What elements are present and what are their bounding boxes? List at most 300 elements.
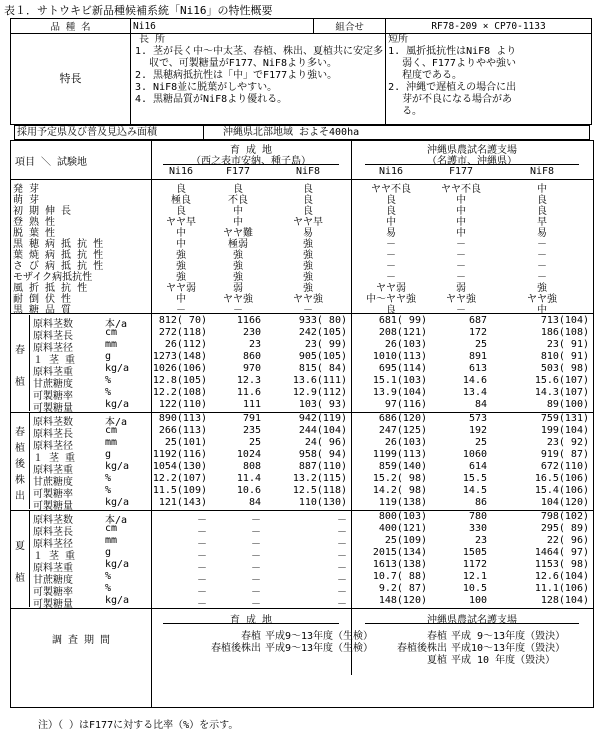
measure-unit: 本/a bbox=[105, 417, 128, 428]
measure-value: 103( 93) bbox=[298, 399, 347, 410]
trait-value: 良 bbox=[537, 195, 547, 206]
measure-value: － bbox=[337, 563, 347, 574]
measure-value: 266(113) bbox=[158, 425, 207, 436]
trait-value: 中 bbox=[176, 294, 186, 305]
measure-value: 890(113) bbox=[158, 413, 207, 424]
survey-crop: 夏植 bbox=[427, 655, 447, 666]
variety-header-table bbox=[10, 18, 592, 125]
measure-value: 1505 bbox=[462, 547, 487, 558]
measure-value: 10.5 bbox=[462, 583, 487, 594]
trait-value: － bbox=[233, 305, 243, 316]
trait-value: ヤヤ強 bbox=[293, 294, 323, 305]
trait-value: 極良 bbox=[171, 195, 191, 206]
trait-label: 風 折 抵 抗 性 bbox=[13, 283, 88, 294]
site1-subheader: （西之表市安納、種子島） bbox=[191, 156, 311, 167]
measure-label: 甘蔗糖度 bbox=[33, 575, 73, 586]
variety-name-label: 品 種 名 bbox=[11, 19, 131, 34]
measure-value: 24( 96) bbox=[304, 437, 347, 448]
measure-value: 11.5(109) bbox=[152, 485, 207, 496]
measure-value: － bbox=[197, 575, 207, 586]
group-name-char: 春 bbox=[15, 427, 25, 438]
measure-value: 887(110) bbox=[298, 461, 347, 472]
measure-value: 26(112) bbox=[164, 339, 207, 350]
cross-label: 組合せ bbox=[314, 19, 386, 34]
trait-value: 中 bbox=[456, 206, 466, 217]
demerit-line: 程度である。 bbox=[402, 70, 463, 81]
measure-value: － bbox=[197, 563, 207, 574]
measure-value: 23( 91) bbox=[546, 339, 589, 350]
measure-value: 208(121) bbox=[378, 327, 427, 338]
measure-value: － bbox=[337, 527, 347, 538]
measure-value: 23( 92) bbox=[546, 437, 589, 448]
measure-value: 780 bbox=[468, 511, 487, 522]
measure-value: － bbox=[197, 539, 207, 550]
trait-value: 良 bbox=[386, 195, 396, 206]
measure-value: 89(100) bbox=[546, 399, 589, 410]
trait-value: ヤヤ強 bbox=[446, 294, 476, 305]
measure-unit: cm bbox=[105, 523, 118, 534]
trait-value: ヤヤ難 bbox=[223, 228, 253, 239]
demerit-line: 2. 沖縄で遅植えの場合に出 bbox=[388, 82, 517, 93]
trait-value: － bbox=[386, 261, 396, 272]
measure-label: 可製糖率 bbox=[33, 391, 73, 402]
trait-value: 強 bbox=[537, 283, 547, 294]
measure-value: － bbox=[251, 599, 261, 610]
measure-value: 859(140) bbox=[378, 461, 427, 472]
group-name-char: 後 bbox=[15, 459, 25, 470]
cross-value: RF78-209 × CP70-1133 bbox=[386, 19, 592, 34]
survey-period: 平成9～13年度（生検） bbox=[265, 643, 374, 654]
group-divider bbox=[29, 511, 30, 607]
survey-crop: 春植 bbox=[241, 631, 261, 642]
measure-value: 905(105) bbox=[298, 351, 347, 362]
measure-value: － bbox=[337, 575, 347, 586]
group-name-char: 春 bbox=[15, 345, 25, 356]
measure-value: 686(120) bbox=[378, 413, 427, 424]
measure-value: 12.2(107) bbox=[152, 473, 207, 484]
group-bottom-rule bbox=[11, 608, 593, 609]
measure-value: 104(120) bbox=[540, 497, 589, 508]
trait-value: 不良 bbox=[228, 195, 248, 206]
measure-value: 244(104) bbox=[298, 425, 347, 436]
site1-underline bbox=[163, 164, 339, 165]
measure-value: 13.6(111) bbox=[292, 375, 347, 386]
survey-period: 平成10～13年度（毀決） bbox=[451, 643, 566, 654]
trait-label: 耐 倒 伏 性 bbox=[13, 294, 72, 305]
demerits-cell bbox=[386, 34, 592, 125]
measure-label: 原料茎長 bbox=[33, 527, 73, 538]
measure-label: 可製糖量 bbox=[33, 403, 73, 414]
characteristics-table bbox=[10, 140, 594, 708]
measure-value: 1010(113) bbox=[372, 351, 427, 362]
measure-value: 13.9(104) bbox=[372, 387, 427, 398]
measure-label: 原料茎重 bbox=[33, 563, 73, 574]
trait-value: 易 bbox=[303, 228, 313, 239]
measure-label: １ 茎 重 bbox=[33, 453, 76, 464]
measure-value: 25 bbox=[248, 437, 261, 448]
measure-label: 原料茎径 bbox=[33, 539, 73, 550]
trait-value: － bbox=[537, 239, 547, 250]
measure-value: 15.6(107) bbox=[534, 375, 589, 386]
measure-value: － bbox=[337, 599, 347, 610]
trait-value: 良 bbox=[386, 305, 396, 316]
measure-value: 613 bbox=[468, 363, 487, 374]
measure-value: 970 bbox=[242, 363, 261, 374]
measure-value: 759(131) bbox=[540, 413, 589, 424]
measure-value: 1024 bbox=[236, 449, 261, 460]
measure-value: 235 bbox=[242, 425, 261, 436]
measure-value: 1199(113) bbox=[372, 449, 427, 460]
trait-value: 強 bbox=[303, 272, 313, 283]
column-header-item: 項目 ＼ 試験地 bbox=[15, 157, 88, 168]
measure-label: １ 茎 重 bbox=[33, 355, 76, 366]
measure-value: 687 bbox=[468, 315, 487, 326]
table-title: 表１．サトウキビ新品種候補系統「Ni16」の特性概要 bbox=[4, 4, 273, 17]
measure-value: 11.6 bbox=[236, 387, 261, 398]
measure-value: 810( 91) bbox=[540, 351, 589, 362]
measure-value: 503( 98) bbox=[540, 363, 589, 374]
measure-unit: 本/a bbox=[105, 515, 128, 526]
site2-header: 沖縄県農試名護支場 bbox=[427, 145, 517, 156]
measure-value: 12.8(105) bbox=[152, 375, 207, 386]
measure-value: 110(130) bbox=[298, 497, 347, 508]
measure-value: 1026(106) bbox=[152, 363, 207, 374]
measure-value: 791 bbox=[242, 413, 261, 424]
trait-value: － bbox=[537, 272, 547, 283]
adoption-area-row bbox=[14, 125, 590, 140]
measure-value: 2015(134) bbox=[372, 547, 427, 558]
measure-value: － bbox=[337, 551, 347, 562]
merits-cell bbox=[131, 34, 386, 125]
trait-value: － bbox=[303, 305, 313, 316]
measure-value: 672(110) bbox=[540, 461, 589, 472]
measure-value: 9.2( 87) bbox=[378, 583, 427, 594]
measure-value: － bbox=[337, 539, 347, 550]
survey-site1-underline bbox=[163, 623, 339, 624]
measure-value: 199(104) bbox=[540, 425, 589, 436]
trait-value: 中 bbox=[537, 184, 547, 195]
measure-value: 247(125) bbox=[378, 425, 427, 436]
header-divider bbox=[151, 141, 152, 179]
trait-value: － bbox=[386, 239, 396, 250]
measure-value: 1153( 98) bbox=[534, 559, 589, 570]
trait-value: － bbox=[386, 272, 396, 283]
trait-value: ヤヤ不良 bbox=[371, 184, 411, 195]
measure-label: 原料茎長 bbox=[33, 331, 73, 342]
features-label: 特長 bbox=[11, 34, 131, 125]
trait-value: 強 bbox=[233, 261, 243, 272]
footnote: 注）（ ）はF177に対する比率（%）を示す。 bbox=[38, 720, 239, 731]
merit-line: 3. NiF8並に脱葉がしやすい。 bbox=[135, 82, 278, 93]
trait-label: 初 期 伸 長 bbox=[13, 206, 72, 217]
measure-unit: 本/a bbox=[105, 319, 128, 330]
measure-value: － bbox=[197, 551, 207, 562]
measure-value: 919( 87) bbox=[540, 449, 589, 460]
measure-value: 1060 bbox=[462, 449, 487, 460]
survey-crop: 春植後株出 bbox=[211, 643, 261, 654]
measure-value: 148(120) bbox=[378, 595, 427, 606]
measure-unit: cm bbox=[105, 425, 118, 436]
survey-period: 平成 9～13年度（毀決） bbox=[451, 631, 566, 642]
site1-header: 育 成 地 bbox=[229, 145, 273, 156]
group-name-char: 株 bbox=[15, 475, 25, 486]
measure-value: 12.6(104) bbox=[534, 571, 589, 582]
measure-unit: g bbox=[105, 351, 112, 362]
trait-value: ヤヤ弱 bbox=[166, 283, 196, 294]
measure-value: 172 bbox=[468, 327, 487, 338]
measure-value: 25 bbox=[474, 339, 487, 350]
variety-header: Ni16 bbox=[168, 166, 194, 177]
trait-value: 中～ヤヤ強 bbox=[366, 294, 416, 305]
trait-label: 萌 芽 bbox=[13, 195, 40, 206]
measure-value: 10.6 bbox=[236, 485, 261, 496]
measure-value: 86 bbox=[474, 497, 487, 508]
variety-header: NiF8 bbox=[529, 166, 555, 177]
measure-value: － bbox=[337, 515, 347, 526]
variety-header: F177 bbox=[448, 166, 474, 177]
measure-unit: kg/a bbox=[105, 363, 130, 374]
measure-value: 942(119) bbox=[298, 413, 347, 424]
adoption-area-divider bbox=[203, 125, 204, 139]
measure-value: 186(108) bbox=[540, 327, 589, 338]
measure-value: 812( 70) bbox=[158, 315, 207, 326]
trait-value: 易 bbox=[537, 228, 547, 239]
measure-value: 242(105) bbox=[298, 327, 347, 338]
measure-value: 815( 84) bbox=[298, 363, 347, 374]
trait-value: 強 bbox=[176, 261, 186, 272]
measure-label: 原料茎数 bbox=[33, 319, 73, 330]
trait-label: 登 熟 性 bbox=[13, 217, 56, 228]
measure-label: 原料茎数 bbox=[33, 515, 73, 526]
measure-value: － bbox=[251, 551, 261, 562]
measure-value: 230 bbox=[242, 327, 261, 338]
variety-name-value: Ni16 bbox=[131, 19, 314, 34]
trait-value: 強 bbox=[176, 272, 186, 283]
measure-unit: % bbox=[105, 387, 112, 398]
measure-value: 573 bbox=[468, 413, 487, 424]
group-name-char: 植 bbox=[15, 443, 25, 454]
trait-value: ヤヤ弱 bbox=[376, 283, 406, 294]
trait-value: ヤヤ早 bbox=[293, 217, 323, 228]
measure-unit: g bbox=[105, 449, 112, 460]
measure-value: 12.3 bbox=[236, 375, 261, 386]
site2-subheader: （名護市、沖縄県） bbox=[427, 156, 517, 167]
measure-value: 14.5 bbox=[462, 485, 487, 496]
measure-value: 122(110) bbox=[158, 399, 207, 410]
demerits-heading: 短所 bbox=[388, 34, 409, 45]
group-name-char: 植 bbox=[15, 573, 25, 584]
measure-value: 11.1(106) bbox=[534, 583, 589, 594]
measure-value: 12.1 bbox=[462, 571, 487, 582]
measure-value: 400(121) bbox=[378, 523, 427, 534]
merit-line: 収で、可製糖量がF177、NiF8より多い。 bbox=[149, 58, 337, 69]
measure-value: 10.7( 88) bbox=[372, 571, 427, 582]
trait-value: － bbox=[176, 305, 186, 316]
trait-value: － bbox=[456, 305, 466, 316]
trait-value: 良 bbox=[303, 195, 313, 206]
measure-value: 13.2(115) bbox=[292, 473, 347, 484]
measure-unit: mm bbox=[105, 339, 118, 350]
measure-value: 800(103) bbox=[378, 511, 427, 522]
trait-value: 中 bbox=[233, 206, 243, 217]
adoption-area-label: 採用予定県及び普及見込み面積 bbox=[17, 127, 157, 138]
group-name-char: 植 bbox=[15, 377, 25, 388]
trait-value: 中 bbox=[456, 217, 466, 228]
trait-value: 弱 bbox=[456, 283, 466, 294]
measure-value: 15.5 bbox=[462, 473, 487, 484]
measure-label: 甘蔗糖度 bbox=[33, 379, 73, 390]
measure-unit: mm bbox=[105, 535, 118, 546]
measure-value: 26(103) bbox=[384, 437, 427, 448]
trait-value: ヤヤ不良 bbox=[441, 184, 481, 195]
trait-label: 脱 葉 性 bbox=[13, 228, 56, 239]
measure-value: 192 bbox=[468, 425, 487, 436]
trait-value: ヤヤ強 bbox=[223, 294, 253, 305]
measure-value: 84 bbox=[474, 399, 487, 410]
measure-value: 12.9(112) bbox=[292, 387, 347, 398]
measure-value: 97(116) bbox=[384, 399, 427, 410]
trait-label: 黒 糖 品 質 bbox=[13, 305, 72, 316]
measure-value: 891 bbox=[468, 351, 487, 362]
measure-value: 1273(148) bbox=[152, 351, 207, 362]
trait-value: ヤヤ早 bbox=[166, 217, 196, 228]
measure-unit: % bbox=[105, 571, 112, 582]
measure-unit: % bbox=[105, 485, 112, 496]
measure-value: 12.5(118) bbox=[292, 485, 347, 496]
trait-value: － bbox=[386, 250, 396, 261]
measure-label: 可製糖率 bbox=[33, 489, 73, 500]
trait-value: 良 bbox=[303, 184, 313, 195]
measure-label: 可製糖率 bbox=[33, 587, 73, 598]
measure-value: 681( 99) bbox=[378, 315, 427, 326]
measure-value: 958( 94) bbox=[298, 449, 347, 460]
trait-value: 強 bbox=[303, 239, 313, 250]
measure-unit: g bbox=[105, 547, 112, 558]
traits-bottom-rule bbox=[11, 313, 593, 314]
trait-value: － bbox=[456, 261, 466, 272]
trait-value: 強 bbox=[303, 283, 313, 294]
demerit-line: 1. 風折抵抗性はNiF8 より bbox=[388, 46, 517, 57]
merit-line: 1. 茎が長く中～中太茎、春植、株出、夏植共に安定多 bbox=[135, 46, 384, 57]
measure-value: － bbox=[251, 527, 261, 538]
measure-value: 128(104) bbox=[540, 595, 589, 606]
survey-crop: 春植 bbox=[427, 631, 447, 642]
measure-value: － bbox=[251, 575, 261, 586]
merit-line: 2. 黒穂病抵抗性は「中」でF177より強い。 bbox=[135, 70, 338, 81]
measure-value: 121(143) bbox=[158, 497, 207, 508]
measure-unit: % bbox=[105, 583, 112, 594]
measure-unit: kg/a bbox=[105, 497, 130, 508]
trait-value: 易 bbox=[386, 228, 396, 239]
measure-value: 13.4 bbox=[462, 387, 487, 398]
measure-unit: kg/a bbox=[105, 559, 130, 570]
measure-value: － bbox=[197, 587, 207, 598]
measure-value: 16.5(106) bbox=[534, 473, 589, 484]
measure-label: 可製糖量 bbox=[33, 501, 73, 512]
trait-value: － bbox=[456, 239, 466, 250]
measure-value: 1172 bbox=[462, 559, 487, 570]
trait-value: 中 bbox=[176, 239, 186, 250]
measure-value: 15.4(106) bbox=[534, 485, 589, 496]
demerit-line: る。 bbox=[402, 106, 423, 117]
group-name-char: 夏 bbox=[15, 541, 25, 552]
measure-unit: % bbox=[105, 375, 112, 386]
trait-value: 早 bbox=[537, 217, 547, 228]
measure-value: 713(104) bbox=[540, 315, 589, 326]
trait-value: 強 bbox=[176, 250, 186, 261]
trait-value: 良 bbox=[386, 206, 396, 217]
measure-value: 84 bbox=[248, 497, 261, 508]
measure-value: 808 bbox=[242, 461, 261, 472]
measure-value: 614 bbox=[468, 461, 487, 472]
trait-value: 良 bbox=[176, 184, 186, 195]
measure-unit: mm bbox=[105, 437, 118, 448]
measure-label: 原料茎長 bbox=[33, 429, 73, 440]
measure-value: 23 bbox=[248, 339, 261, 350]
measure-label: 可製糖量 bbox=[33, 599, 73, 610]
measure-value: 1613(138) bbox=[372, 559, 427, 570]
survey-site1-header: 育 成 地 bbox=[229, 615, 273, 626]
survey-site2-underline bbox=[365, 623, 579, 624]
trait-value: ヤヤ強 bbox=[527, 294, 557, 305]
measure-value: 295( 89) bbox=[540, 523, 589, 534]
survey-period: 平成 10 年度（毀決） bbox=[451, 655, 556, 666]
measure-label: 原料茎数 bbox=[33, 417, 73, 428]
measure-value: 860 bbox=[242, 351, 261, 362]
measure-label: １ 茎 重 bbox=[33, 551, 76, 562]
trait-value: 良 bbox=[233, 184, 243, 195]
measure-value: － bbox=[337, 587, 347, 598]
trait-label: モザイク病抵抗性 bbox=[13, 272, 93, 283]
measure-unit: kg/a bbox=[105, 595, 130, 606]
measure-value: － bbox=[251, 515, 261, 526]
measure-value: 1192(116) bbox=[152, 449, 207, 460]
measure-value: 15.2( 98) bbox=[372, 473, 427, 484]
measure-value: 272(118) bbox=[158, 327, 207, 338]
measure-value: 11.4 bbox=[236, 473, 261, 484]
trait-label: 発 芽 bbox=[13, 184, 40, 195]
measure-label: 原料茎径 bbox=[33, 343, 73, 354]
trait-value: 極弱 bbox=[228, 239, 248, 250]
group-divider bbox=[29, 315, 30, 411]
trait-label: さ び 病 抵 抗 性 bbox=[13, 261, 104, 272]
measure-value: － bbox=[251, 563, 261, 574]
group-divider bbox=[29, 413, 30, 509]
measure-value: 1464( 97) bbox=[534, 547, 589, 558]
measure-value: 119(138) bbox=[378, 497, 427, 508]
trait-value: 強 bbox=[303, 250, 313, 261]
trait-value: 弱 bbox=[233, 283, 243, 294]
measure-value: 695(114) bbox=[378, 363, 427, 374]
trait-value: 強 bbox=[303, 261, 313, 272]
trait-value: 中 bbox=[386, 217, 396, 228]
trait-value: 良 bbox=[303, 206, 313, 217]
measure-value: 23 bbox=[474, 535, 487, 546]
measure-value: － bbox=[197, 527, 207, 538]
variety-header: NiF8 bbox=[295, 166, 321, 177]
site2-underline bbox=[365, 164, 579, 165]
measure-value: 933( 80) bbox=[298, 315, 347, 326]
variety-header: Ni16 bbox=[378, 166, 404, 177]
survey-divider bbox=[151, 609, 152, 707]
measure-value: 330 bbox=[468, 523, 487, 534]
measure-value: 26(103) bbox=[384, 339, 427, 350]
variety-header: F177 bbox=[225, 166, 251, 177]
measure-value: 23( 99) bbox=[304, 339, 347, 350]
measure-value: 12.2(108) bbox=[152, 387, 207, 398]
trait-value: 強 bbox=[233, 272, 243, 283]
measure-unit: cm bbox=[105, 327, 118, 338]
